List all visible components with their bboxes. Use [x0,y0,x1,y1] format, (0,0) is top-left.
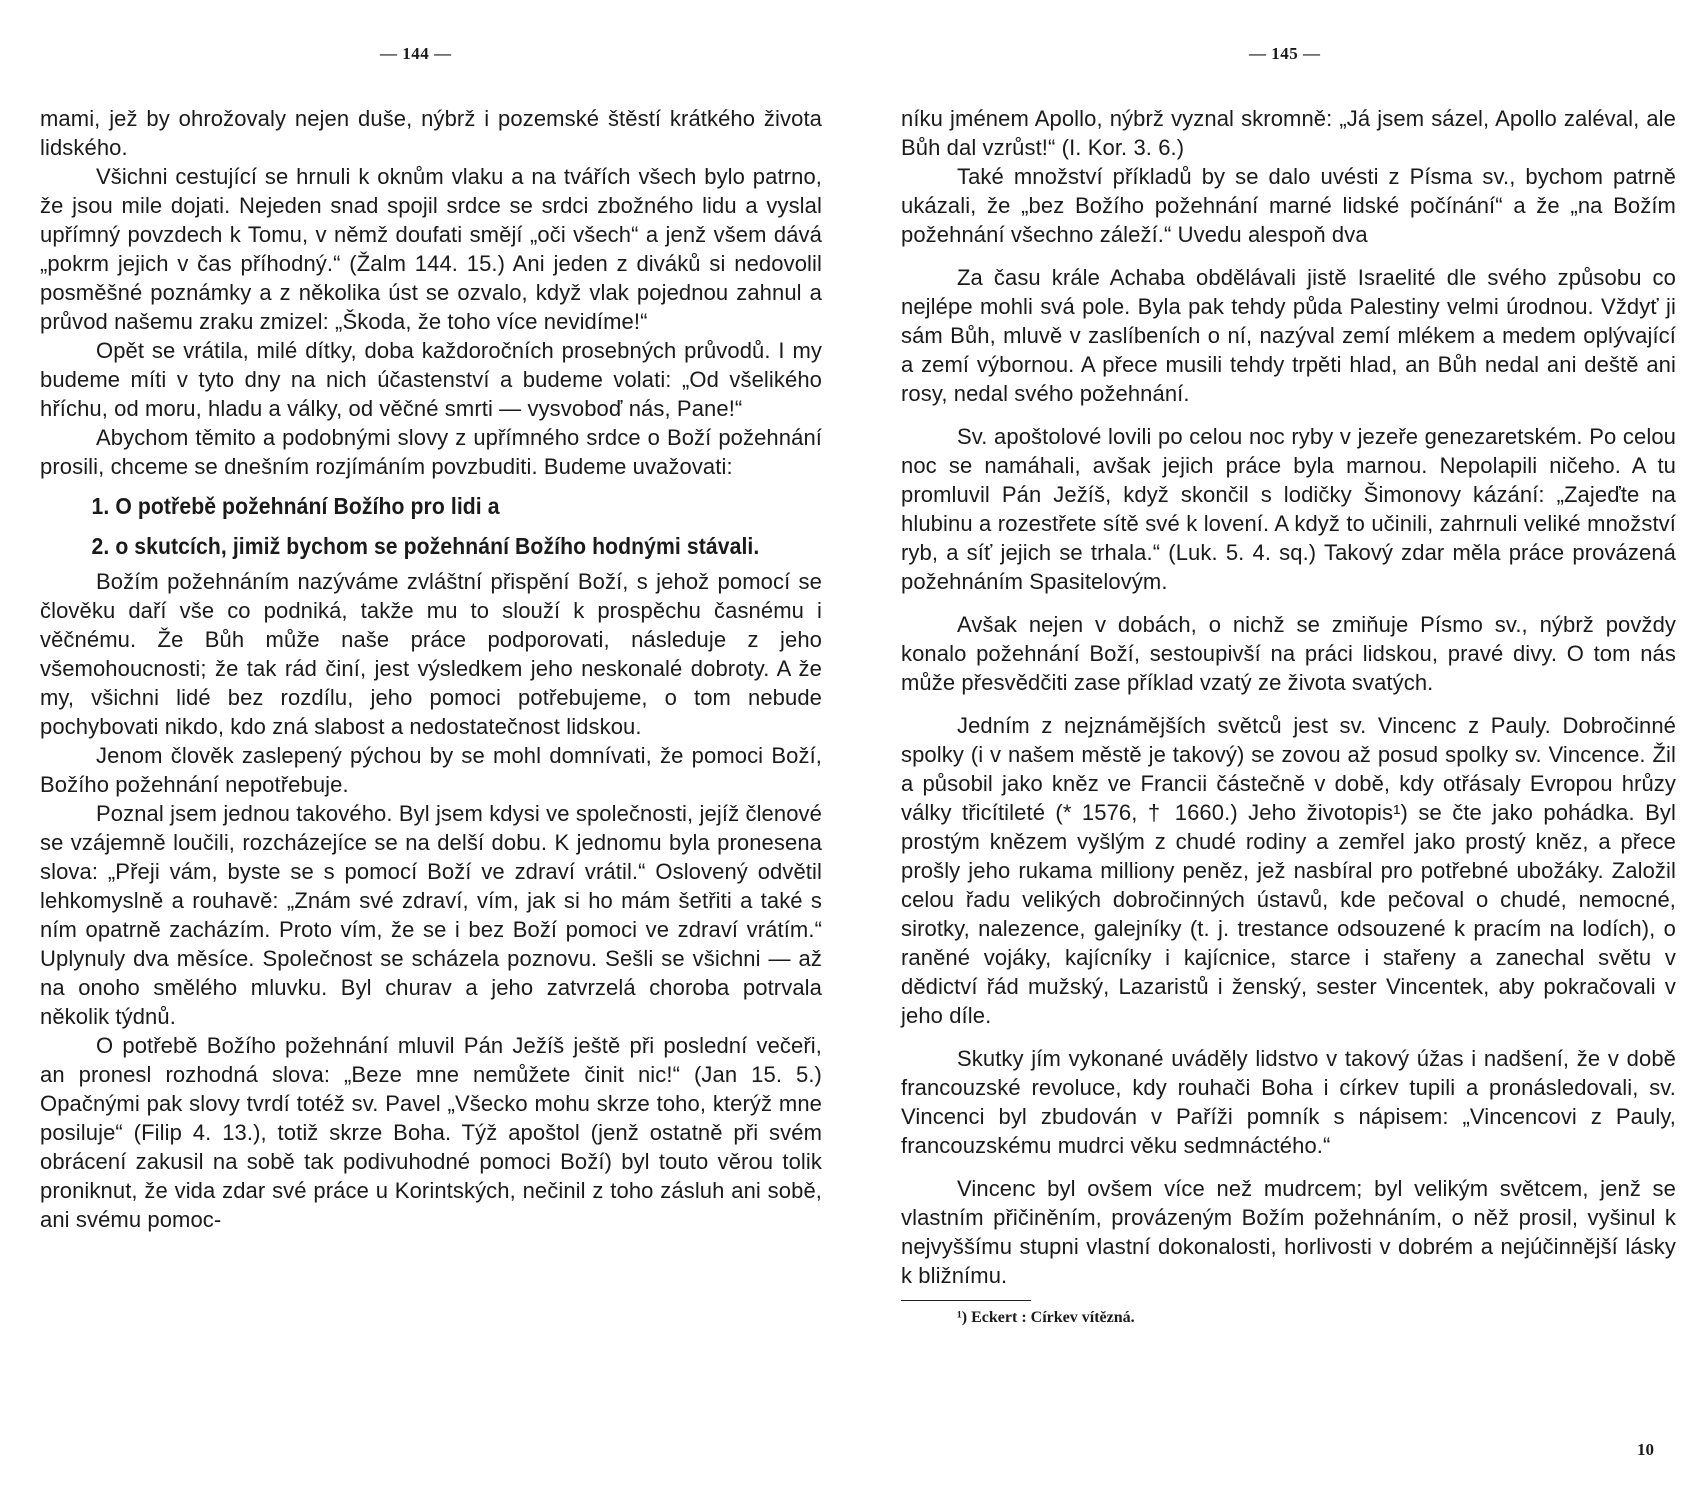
paragraph: Poznal jsem jednou takového. Byl jsem kdysi ve společnosti, jejíž členové se vzájemně loučili, rozcházejíce se na delší dobu. K jednomu byla pronesena slova: „Přeji vám, byste se s pomocí Boží ve zdraví vrátil.“ Oslovený odvětil lehkomyslně a rouhavě: „Znám své zdraví, vím, jak si ho mám šetřiti a také s ním opatrně zacházím. Proto vím, že se i bez Boží pomoci ve zdraví vrátím.“ Uplynuly dva měsíce. Společnost se scházela poznovu. Sešli se všichni — až na onoho smělého mluvku. Byl churav a jeho zatvrzelá choroba potrvala několik týdnů. [40,801,822,1029]
paragraph: mami, jež by ohrožovaly nejen duše, nýbrž i pozemské štěstí krátkého života lidského. [40,106,822,160]
paragraph: Skutky jím vykonané uváděly lidstvo v takový úžas i nadšení, že v době francouzské revoluce, kdy rouhači Boha i církev tupili a pronásledovali, sv. Vincenci byl zbudován v Paříži pomník s nápisem: „Vincencovi z Pauly, francouzskému mudrci věku sedmnáctého.“ [901,1046,1676,1158]
paragraph: Jedním z nejznámějších světců jest sv. Vincenc z Pauly. Dobročinné spolky (i v našem městě je takový) se zovou až posud spolky sv. Vincence. Žil a působil jako kněz ve Francii částečně v době, kdy otřásaly Evropou hrůzy války třicítileté (* 1576, † 1660.) Jeho životopis¹) se čte jako pohádka. Byl prostým knězem vyšlým z chudé rodiny a zemřel jako prostý kněz, a přece prošly jeho rukama milliony peněz, jež nasbíral pro potřebné ubožáky. Založil celou řadu velikých dobročinných ústavů, kde pečoval o chudé, nemocné, sirotky, nalezence, galejníky (t. j. trestance odsouzené k pracím na lodích), o raněné vojáky, kajícníky i kajícnice, starce i stařeny a zanechal světu v dědictví řád mužský, Lazaristů i ženský, sester Vincentek, aby pokračovali v jeho díle. [901,713,1676,1028]
paragraph: Abychom těmito a podobnými slovy z upřímného srdce o Boží požehnání prosili, chceme se dnešním rozjímáním povzbuditi. Budeme uvažovati: [40,425,822,479]
paragraph: Avšak nejen v dobách, o nichž se zmiňuje Písmo sv., nýbrž povždy konalo požehnání Boží, sestoupivší na práci lidskou, pravé divy. O tom nás může přesvědčiti zase příklad vzatý ze života svatých. [901,612,1676,695]
page-number-left: — 144 — [380,44,452,63]
right-page-text [901,104,1676,1327]
left-page-text [40,104,822,1234]
paragraph: O potřebě Božího požehnání mluvil Pán Ježíš ještě při poslední večeři, an pronesl rozhodná slova: „Beze mne nemůžete činit nic!“ (Jan 15. 5.) Opačnými pak slovy tvrdí totéž sv. Pavel „Všecko mohu skrze toho, kterýž mne posiluje“ (Filip 4. 13.), totiž skrze Boha. Týž apoštol (jenž ostatně při svém obrácení zakusil na sobě tak podivuhodné pomoci Boží) byl touto věrou tolik proniknut, že vida zdar své práce u Korintských, nečinil z toho zásluh ani sobě, ani svému pomoc- [40,1033,822,1232]
paragraph: Všichni cestující se hrnuli k oknům vlaku a na tvářích všech bylo patrno, že jsou mile dojati. Nejeden snad spojil srdce se srdci zbožného lidu a vyslal upřímný povzdech k Tomu, v němž doufati smějí „oči všech“ a jenž všem dává „pokrm jejich v čas příhodný.“ (Žalm 144. 15.) Ani jeden z diváků si nedovolil posměšné poznámky a z několika úst se ozvalo, když vlak pojednou zahnul a průvod našemu zraku zmizel: „Škoda, že toho více nevidíme!“ [40,164,822,334]
paragraph: níku jménem Apollo, nýbrž vyznal skromně: „Já jsem sázel, Apollo zaléval, ale Bůh dal vzrůst!“ (I. Kor. 3. 6.) [901,106,1676,160]
paragraph: Za času krále Achaba obdělávali jistě Israelité dle svého způsobu co nejlépe mohli svá pole. Byla pak tehdy půda Palestiny velmi úrodnou. Vždyť ji sám Bůh, mluvě v zaslíbeních o ní, nazýval zemí mlékem a medem oplývající a zemí výbornou. A přece musili tehdy trpěti hlad, an Bůh nedal ani deště ani rosy, nedal svého požehnání. [901,265,1676,406]
paragraph: Opět se vrátila, milé dítky, doba každoročních prosebných průvodů. I my budeme míti v tyto dny na nich účastenství a budeme volati: „Od všelikého hříchu, od moru, hladu a války, od věčné smrti — vysvoboď nás, Pane!“ [40,338,822,421]
heading-point-2: 2. o skutcích, jimiž bychom se požehnání Božího hodnými stávali. [91,533,760,559]
heading-point-1: 1. O potřebě požehnání Božího pro lidi a [91,493,500,519]
signature-mark: 10 [1637,1440,1654,1459]
footnote-divider [901,1300,1031,1301]
paragraph: Sv. apoštolové lovili po celou noc ryby v jezeře genezaretském. Po celou noc se namáhali, avšak jejich práce byla marnou. Nepolapili ničeho. A tu promluvil Pán Ježíš, když skončil s lodičky Šimonovy kázání: „Zajeďte na hlubinu a rozestřete sítě své k lovení. A když to učinili, zahrnuli veliké množství ryb, a síť jejich se trhala.“ (Luk. 5. 4. sq.) Takový zdar měla práce provázená požehnáním Spasitelovým. [901,424,1676,594]
paragraph: Jenom člověk zaslepený pýchou by se mohl domnívati, že pomoci Boží, Božího požehnání nepotřebuje. [40,743,822,797]
paragraph: Také množství příkladů by se dalo uvésti z Písma sv., bychom patrně ukázali, že „bez Božího požehnání marné lidské počínání“ a že „na Božím požehnání všechno záleží.“ Uvedu alespoň dva [901,164,1676,247]
paragraph: Vincenc byl ovšem více než mudrcem; byl velikým světcem, jenž se vlastním přičiněním, provázeným Božím požehnáním, o něž prosil, vyšinul k nejvyššímu stupni vlastní dokonalosti, horlivosti v dobrém a nejúčinnější lásky k bližnímu. [901,1176,1676,1288]
right-page [854,0,1708,1500]
page-number-right: — 145 — [1249,44,1321,63]
footnote: ¹) Eckert : Církev vítězná. [957,1309,1135,1326]
paragraph: Božím požehnáním nazýváme zvláštní přispění Boží, s jehož pomocí se člověku daří vše co podniká, takže mu to slouží k prospěchu časnému i věčnému. Že Bůh může naše práce podporovati, následuje z jeho všemohoucnosti; že tak rád činí, jest výsledkem jeho neskonalé dobroty. A že my, všichni lidé bez rozdílu, jeho pomoci potřebujeme, o tom nebude pochybovati nikdo, kdo zná slabost a nedostatečnost lidskou. [40,569,822,739]
